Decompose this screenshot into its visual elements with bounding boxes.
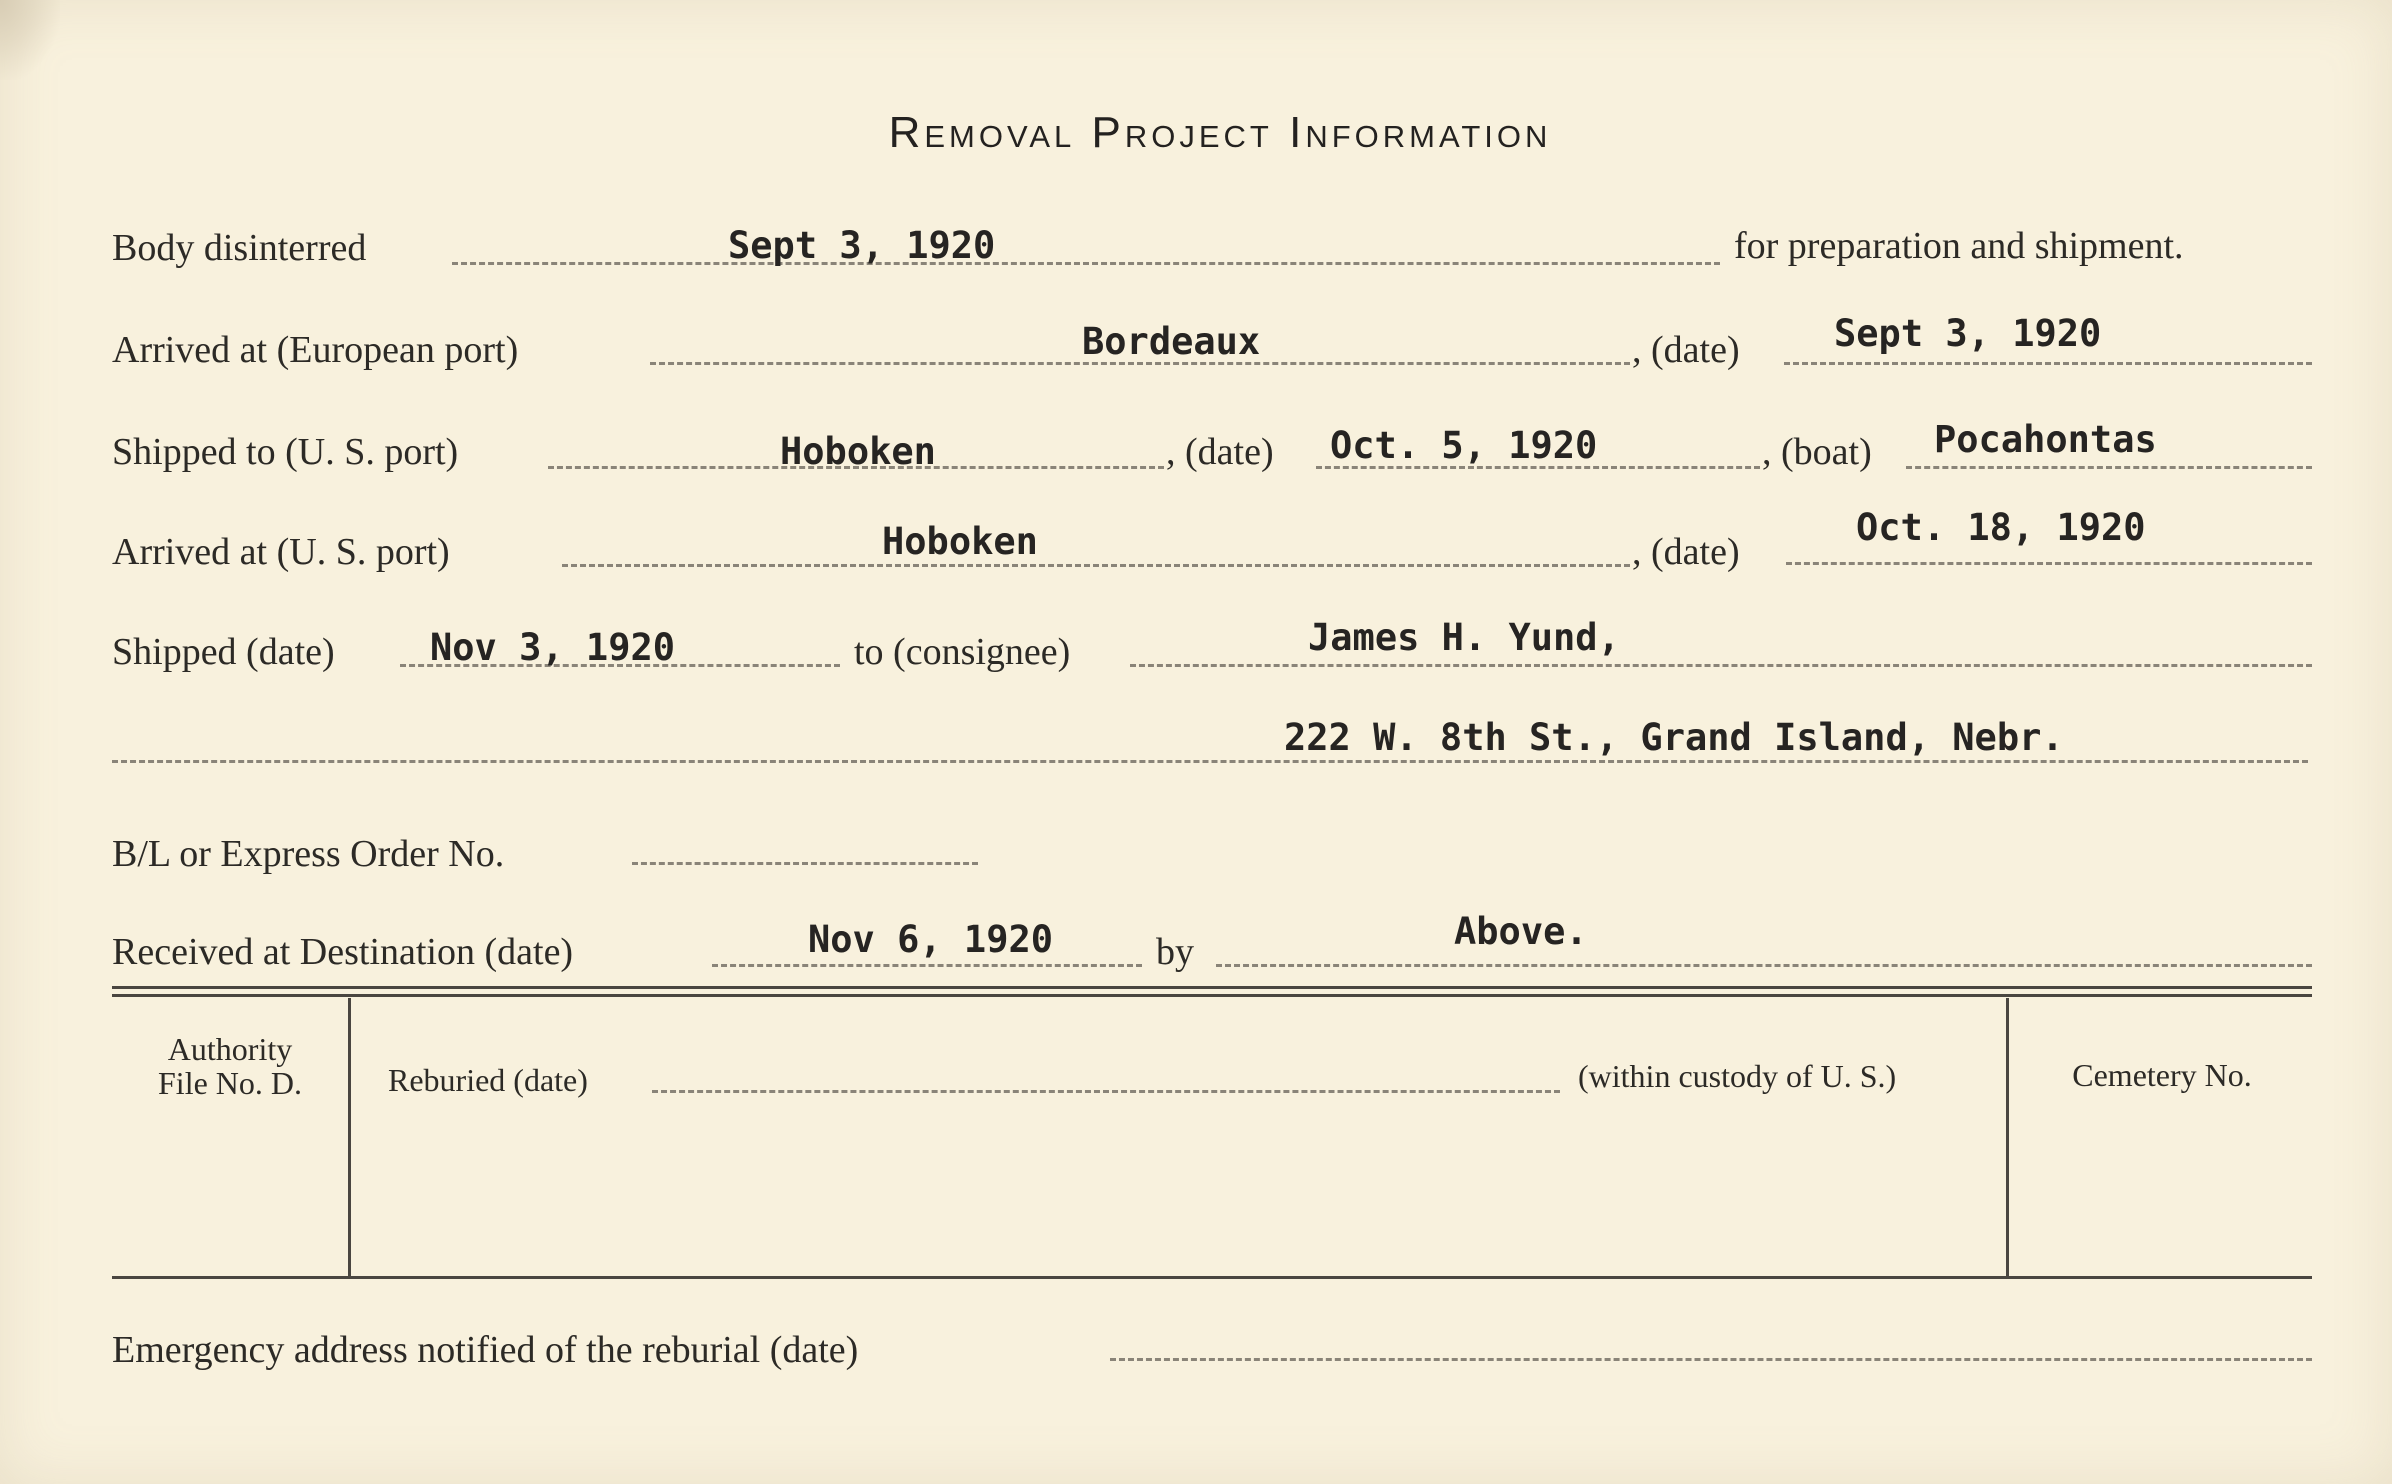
disinterred-suffix: for preparation and shipment. [1734, 225, 2184, 267]
arrived-european-port: Bordeaux [1082, 320, 1261, 363]
consignee-line [1130, 664, 2312, 667]
card-corner-wear [0, 0, 60, 80]
box-top-rule-2 [112, 994, 2312, 997]
disinterred-date: Sept 3, 1920 [728, 224, 996, 267]
emergency-line [1110, 1358, 2312, 1361]
emergency-label: Emergency address notified of the reburial (date) [112, 1329, 859, 1371]
box-divider-right [2006, 998, 2009, 1276]
box-bottom-rule [112, 1276, 2312, 1279]
bl-order-label: B/L or Express Order No. [112, 833, 505, 875]
arrived-european-date: Sept 3, 1920 [1834, 312, 2102, 355]
arrived-us-port: Hoboken [882, 520, 1038, 563]
disinterred-line [452, 262, 1720, 265]
reburied-label: Reburied (date) [388, 1062, 588, 1098]
arrived-us-date: Oct. 18, 1920 [1856, 506, 2146, 549]
arrived-european-date-label: , (date) [1632, 329, 1740, 371]
received-by: Above. [1454, 910, 1588, 953]
arrived-us-port-line [562, 564, 1630, 567]
reburied-line [652, 1090, 1560, 1093]
authority-label-line1: Authority [167, 1031, 293, 1067]
card-title: Removal Project Information [888, 108, 1552, 157]
shipped-date: Nov 3, 1920 [430, 626, 676, 669]
authority-label-line2: File No. D. [158, 1065, 302, 1101]
received-by-label: by [1156, 931, 1194, 973]
bl-order-line [632, 862, 978, 865]
received-by-line [1216, 964, 2312, 967]
shipped-us-date-label: , (date) [1166, 431, 1274, 473]
arrived-us-label: Arrived at (U. S. port) [112, 531, 450, 573]
arrived-us-date-label: , (date) [1632, 531, 1740, 573]
shipped-us-port: Hoboken [780, 430, 936, 473]
shipped-us-boat: Pocahontas [1934, 418, 2157, 461]
received-date-line [712, 964, 1142, 967]
arrived-us-date-line [1786, 562, 2312, 565]
consignee-label: to (consignee) [854, 631, 1071, 673]
shipped-us-date: Oct. 5, 1920 [1330, 424, 1598, 467]
disinterred-label: Body disinterred [112, 227, 367, 269]
shipped-date-label: Shipped (date) [112, 631, 335, 673]
consignee-address: 222 W. 8th St., Grand Island, Nebr. [1284, 716, 2064, 759]
box-divider-left [348, 998, 351, 1276]
box-top-rule-1 [112, 986, 2312, 989]
cemetery-label: Cemetery No. [2072, 1057, 2252, 1093]
received-label: Received at Destination (date) [112, 931, 574, 973]
arrived-european-date-line [1784, 362, 2312, 365]
shipped-us-boat-line [1906, 466, 2312, 469]
consignee-name: James H. Yund, [1308, 616, 1620, 659]
custody-label: (within custody of U. S.) [1578, 1058, 1897, 1094]
shipped-us-boat-label: , (boat) [1762, 431, 1872, 473]
consignee-address-line [112, 760, 2308, 763]
authority-label [116, 1032, 344, 1100]
arrived-european-label: Arrived at (European port) [112, 329, 519, 371]
shipped-us-label: Shipped to (U. S. port) [112, 431, 459, 473]
received-date: Nov 6, 1920 [808, 918, 1054, 961]
